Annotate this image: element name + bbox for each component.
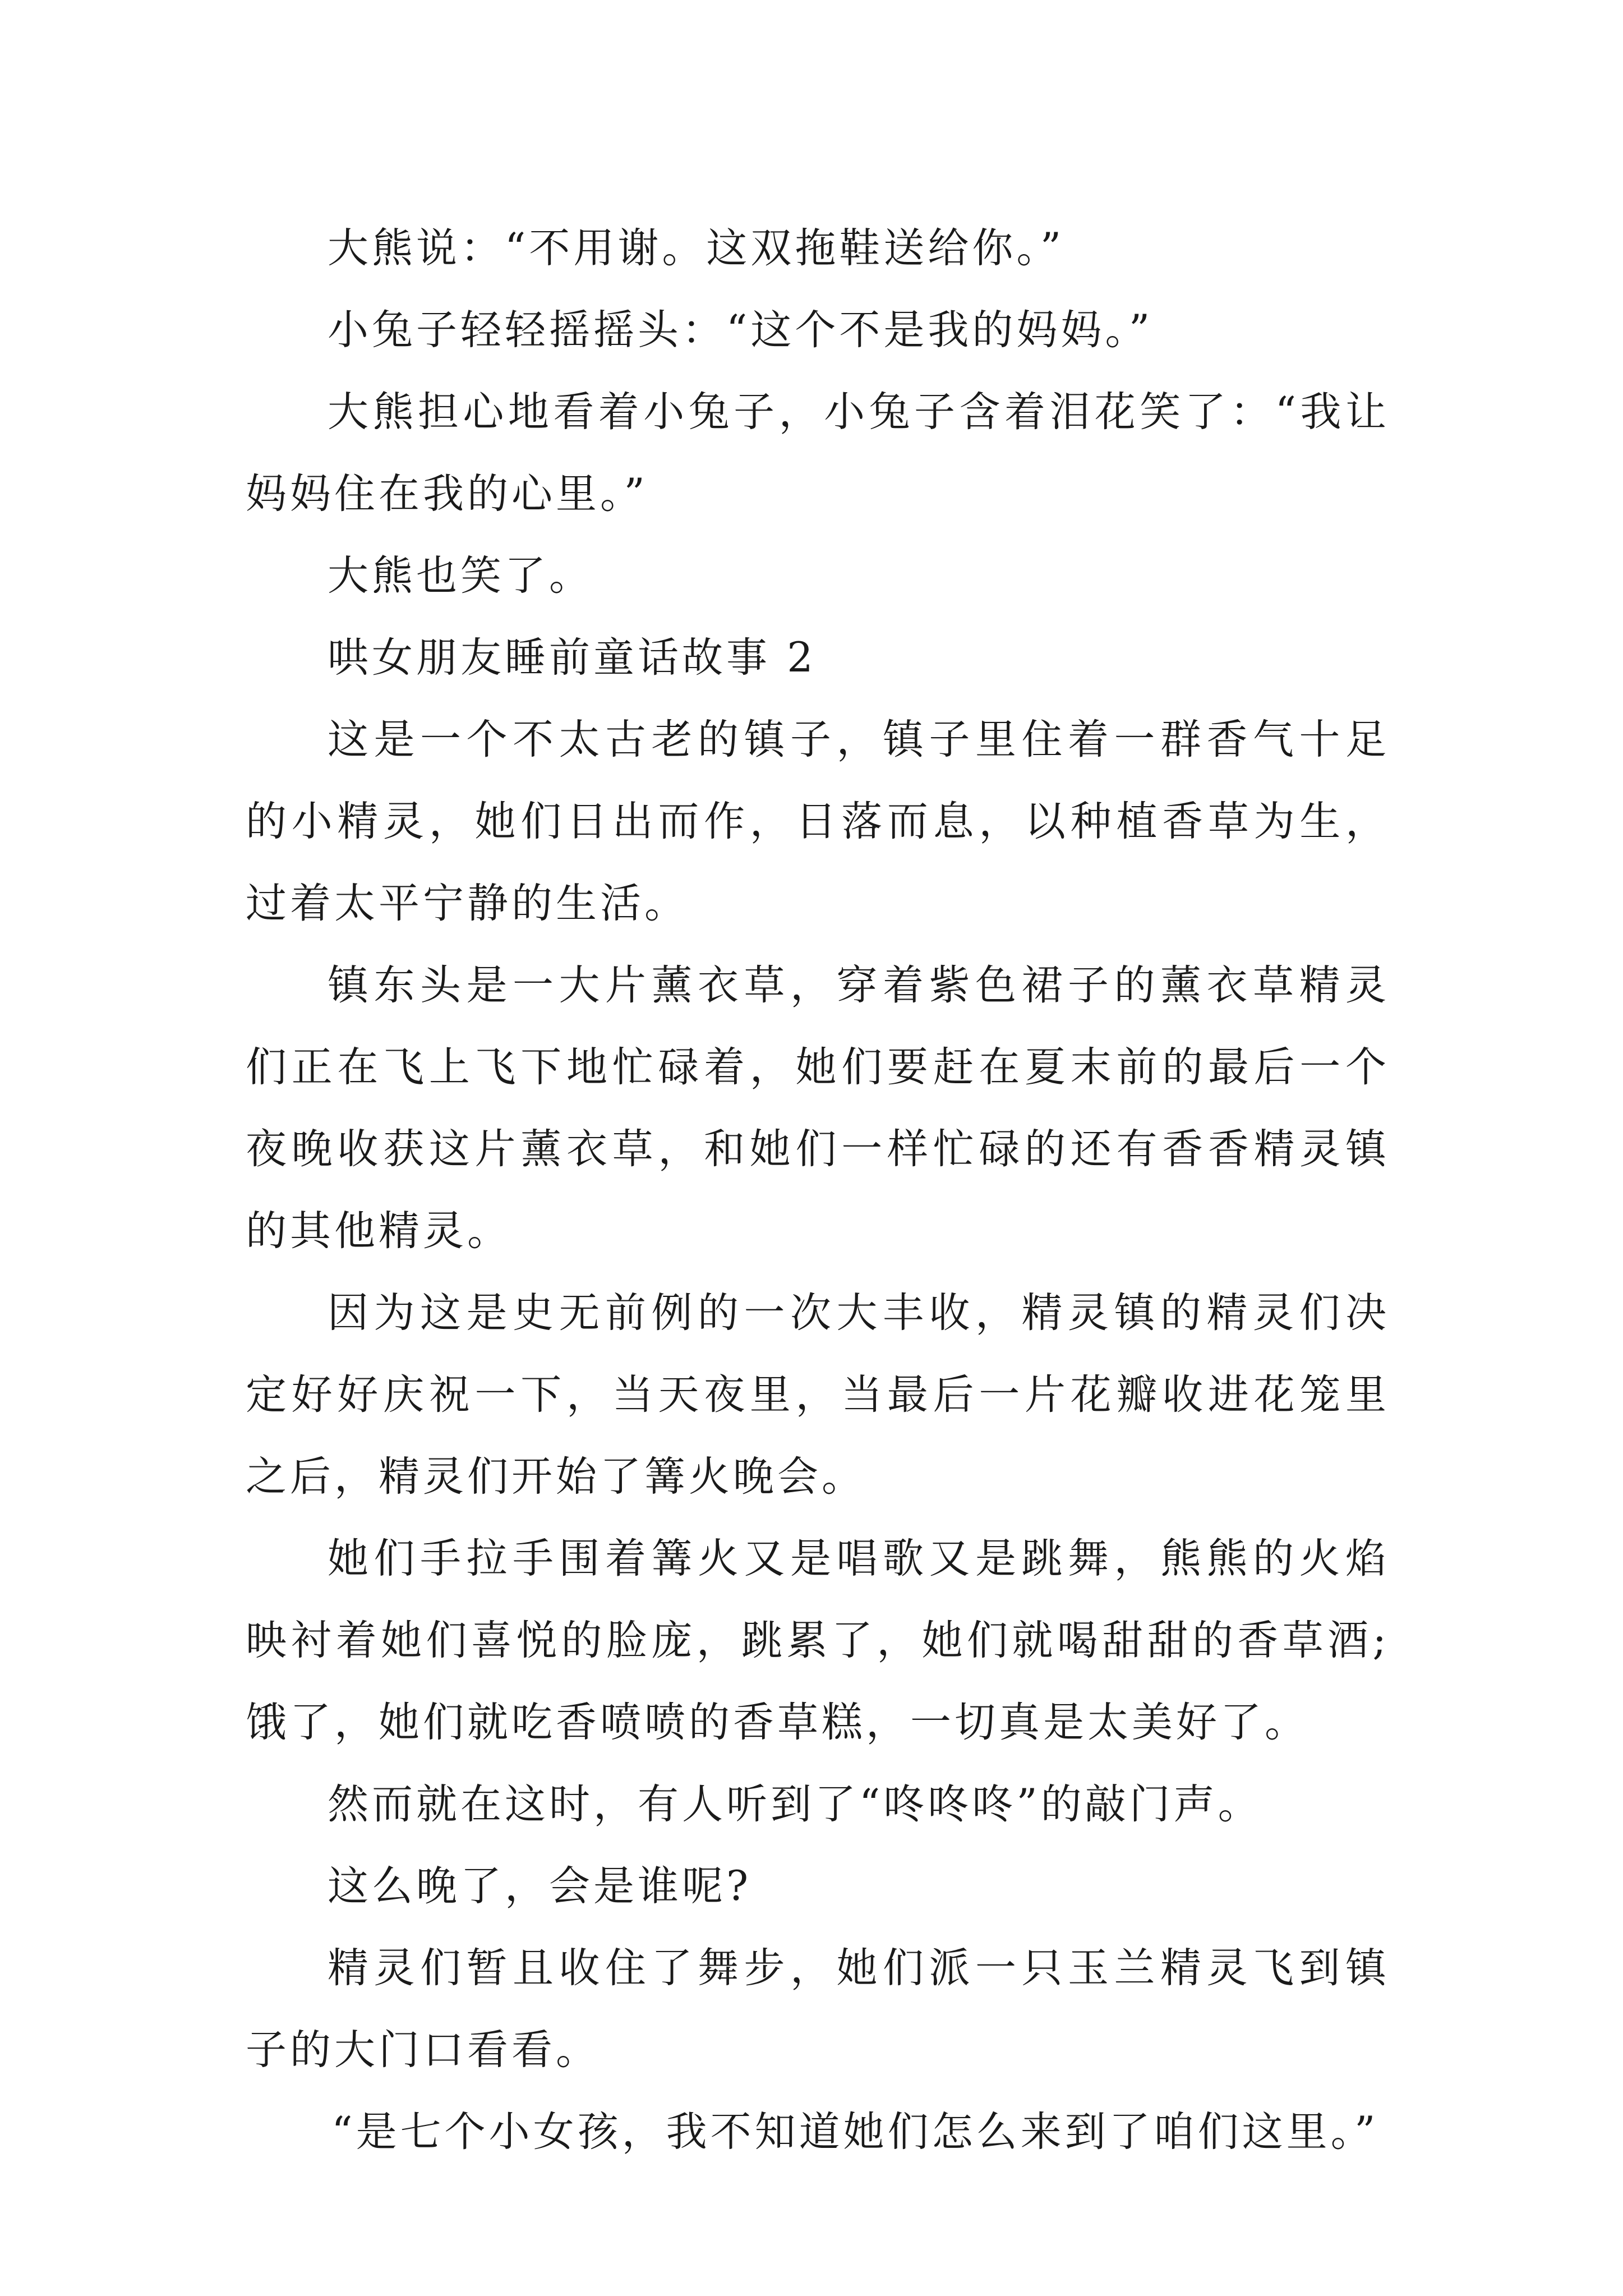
paragraph: 因为这是史无前例的一次大丰收，精灵镇的精灵们决定好好庆祝一下，当天夜里，当最后一片花瓣收进花笼里之后，精灵们开始了篝火晚会。 xyxy=(246,1289,1390,1501)
paragraph: 大熊担心地看着小兔子，小兔子含着泪花笑了：“我让妈妈住在我的心里。” xyxy=(246,388,1390,518)
paragraph: 然而就在这时，有人听到了“咚咚咚”的敲门声。 xyxy=(328,1780,1262,1828)
document-body xyxy=(246,208,1390,2173)
paragraph: 大熊也笑了。 xyxy=(328,552,593,600)
paragraph: “是七个小女孩，我不知道她们怎么来到了咱们这里。” xyxy=(331,2108,1379,2156)
paragraph: 这是一个不太古老的镇子，镇子里住着一群香气十足的小精灵，她们日出而作，日落而息，以种植香草为生，过着太平宁静的生活。 xyxy=(246,716,1390,927)
paragraph: 这么晚了，会是谁呢? xyxy=(328,1862,752,1910)
paragraph: 精灵们暂且收住了舞步，她们派一只玉兰精灵飞到镇子的大门口看看。 xyxy=(246,1944,1390,2074)
paragraph: 镇东头是一大片薰衣草，穿着紫色裙子的薰衣草精灵们正在飞上飞下地忙碌着，她们要赶在夏末前的最后一个夜晚收获这片薰衣草，和她们一样忙碌的还有香香精灵镇的其他精灵。 xyxy=(246,961,1390,1255)
paragraph: 她们手拉手围着篝火又是唱歌又是跳舞，熊熊的火焰映衬着她们喜悦的脸庞，跳累了，她们就喝甜甜的香草酒;饿了，她们就吃香喷喷的香草糕，一切真是太美好了。 xyxy=(246,1535,1390,1746)
paragraph: 大熊说：“不用谢。这双拖鞋送给你。” xyxy=(328,224,1065,272)
paragraph: 小兔子轻轻摇摇头：“这个不是我的妈妈。” xyxy=(328,306,1154,354)
section-heading: 哄女朋友睡前童话故事 2 xyxy=(328,634,817,682)
